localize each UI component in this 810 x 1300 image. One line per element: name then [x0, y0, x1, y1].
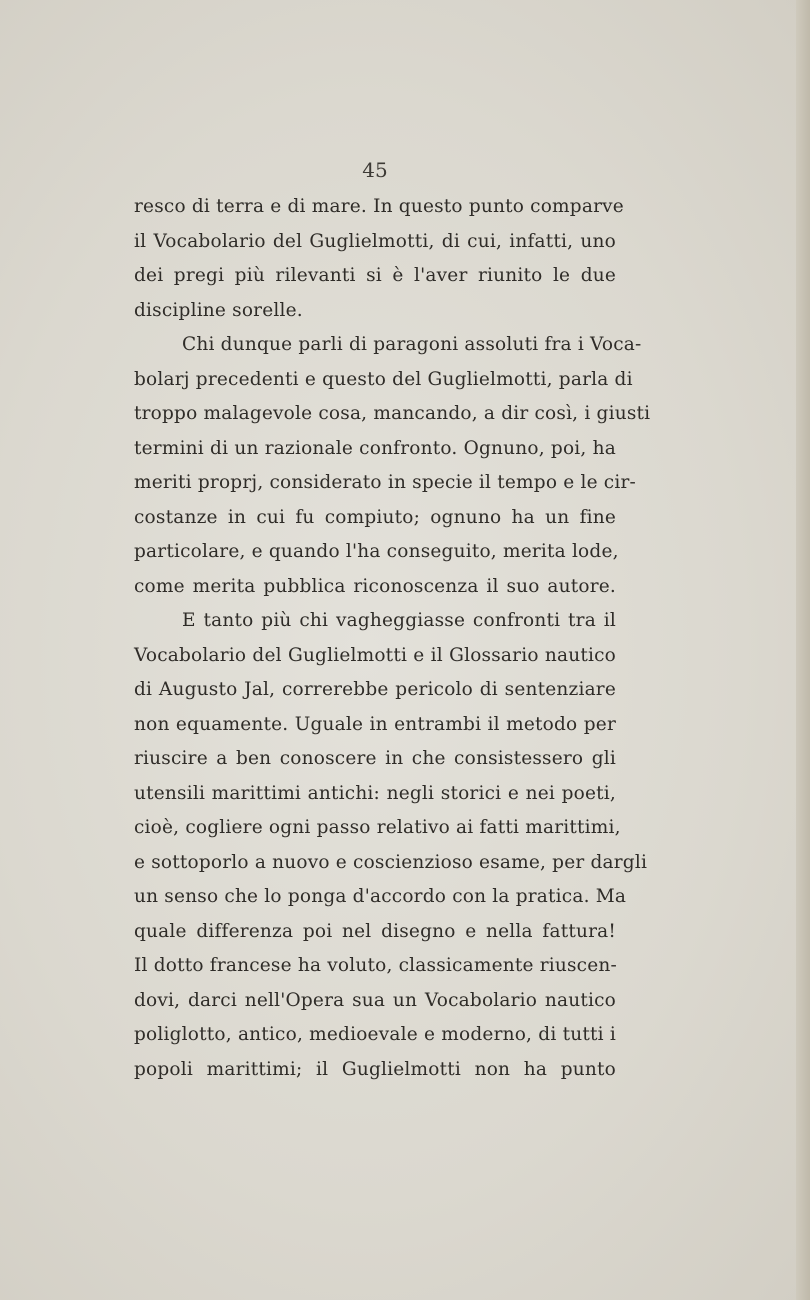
text-line: Chi dunque parli di paragoni assoluti fra i Voca-	[182, 334, 642, 355]
text-line: dei pregi più rilevanti si è l'aver riunito le due	[134, 265, 616, 286]
text-line: di Augusto Jal, correrebbe pericolo di sentenziare	[134, 679, 616, 700]
text-line: riuscire a ben conoscere in che consistessero gli	[134, 748, 616, 769]
text-line: costanze in cui fu compiuto; ognuno ha un fine	[134, 506, 616, 528]
page-edge	[796, 0, 810, 1300]
text-line: quale differenza poi nel disegno e nella fattura!	[134, 920, 616, 942]
text-line: il Vocabolario del Guglielmotti, di cui, infatti, uno	[134, 230, 616, 252]
page-number: 45	[362, 158, 388, 182]
text-line: discipline sorelle.	[134, 299, 303, 321]
text-line: E tanto più chi vagheggiasse confronti tra il	[182, 610, 616, 631]
text-line: non equamente. Uguale in entrambi il metodo per	[134, 713, 616, 735]
text-line: cioè, cogliere ogni passo relativo ai fatti marittimi,	[134, 817, 621, 838]
text-line: un senso che lo ponga d'accordo con la pratica. Ma	[134, 886, 627, 907]
text-line: popoli marittimi; il Guglielmotti non ha punto	[134, 1058, 616, 1080]
text-line: troppo malagevole cosa, mancando, a dir così, i giusti	[134, 403, 651, 424]
text-line: come merita pubblica riconoscenza il suo autore.	[134, 575, 616, 597]
text-line: bolarj precedenti e questo del Guglielmotti, parla di	[134, 368, 633, 390]
text-line: resco di terra e di mare. In questo punto comparve	[134, 196, 624, 217]
text-line: particolare, e quando l'ha conseguito, merita lode,	[134, 541, 619, 562]
text-line: meriti proprj, considerato in specie il tempo e le cir-	[134, 472, 636, 493]
text-line: poliglotto, antico, medioevale e moderno, di tutti i	[134, 1024, 616, 1045]
text-line: e sottoporlo a nuovo e coscienzioso esame, per dargli	[134, 851, 648, 873]
body-text	[134, 190, 651, 1087]
text-line: Vocabolario del Guglielmotti e il Glossario nautico	[134, 644, 616, 666]
text-line: termini di un razionale confronto. Ognuno, poi, ha	[134, 437, 616, 459]
text-line: utensili marittimi antichi: negli storici e nei poeti,	[134, 782, 616, 804]
text-line: dovi, darci nell'Opera sua un Vocabolario nautico	[134, 989, 616, 1011]
text-line: Il dotto francese ha voluto, classicamente riuscen-	[134, 955, 617, 976]
